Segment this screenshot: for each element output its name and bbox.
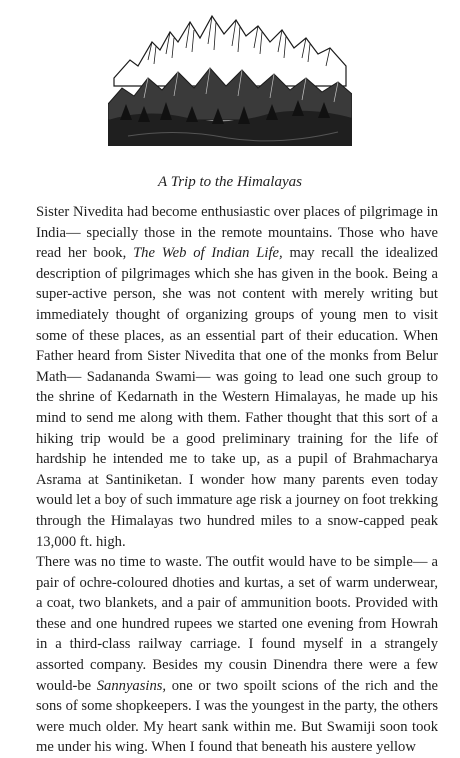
paragraph-2 — [36, 552, 438, 758]
paragraph-2-text-end: one or two spoilt scions of the rich and the sons of some shopkeepers. I was the youngest in the party, the others were much older. My heart sank within me. But Swamiji soon took me under his wing. When I found that beneath his austere yellow — [36, 677, 438, 756]
paragraph-1-text-end: may recall the idealized description of pilgrimages which she has given in the book. Being a super-active person, she was not content with merely writing but immediately thought of organizing groups of young men to visit some of these places, as an essential part of their education. When Father heard from Sister Nivedita that one of the monks from Belur Math— Sadananda Swami— was going to lead one such group to the shrine of Kedarnath in the Western Himalayas, he made up his mind to send me along with them. Father thought that this sort of a hiking trip would be a good preliminary training for the life of hardship he intended me to take up, as a pupil of Brahmacharya Asrama at Santiniketan. I wonder how many parents even today would let a boy of such immature age risk a journey on foot trekking through the Himalayas two hundred miles to a snow-capped peak 13,000 ft. high. — [36, 245, 438, 550]
paragraph-1 — [36, 202, 438, 552]
article-body — [36, 202, 438, 758]
book-title-italic: The Web of Indian Life, — [133, 245, 283, 262]
paragraph-2-text-start: There was no time to waste. The outfit would have to be simple— a pair of ochre-coloured dhoties and kurtas, a set of warm underwear, a coat, two blankets, and a pair of ammunition boots. Provided with these and one hundred rupees we started one evening from Howrah in a third-class railway carriage. I found myself in a strangely assorted company. Besides my cousin Dinendra there were a few would-be — [36, 554, 438, 694]
paragraph-1-text-start: Sister Nivedita had become enthusiastic over places of pilgrimage in India— specially those in the remote mountains. Those who have read her book, — [36, 204, 438, 262]
himalaya-mountains-icon — [108, 8, 352, 146]
sannyasins-italic: Sannyasins, — [96, 677, 167, 694]
chapter-title: A Trip to the Himalayas — [158, 174, 302, 190]
mountain-illustration — [108, 8, 352, 146]
